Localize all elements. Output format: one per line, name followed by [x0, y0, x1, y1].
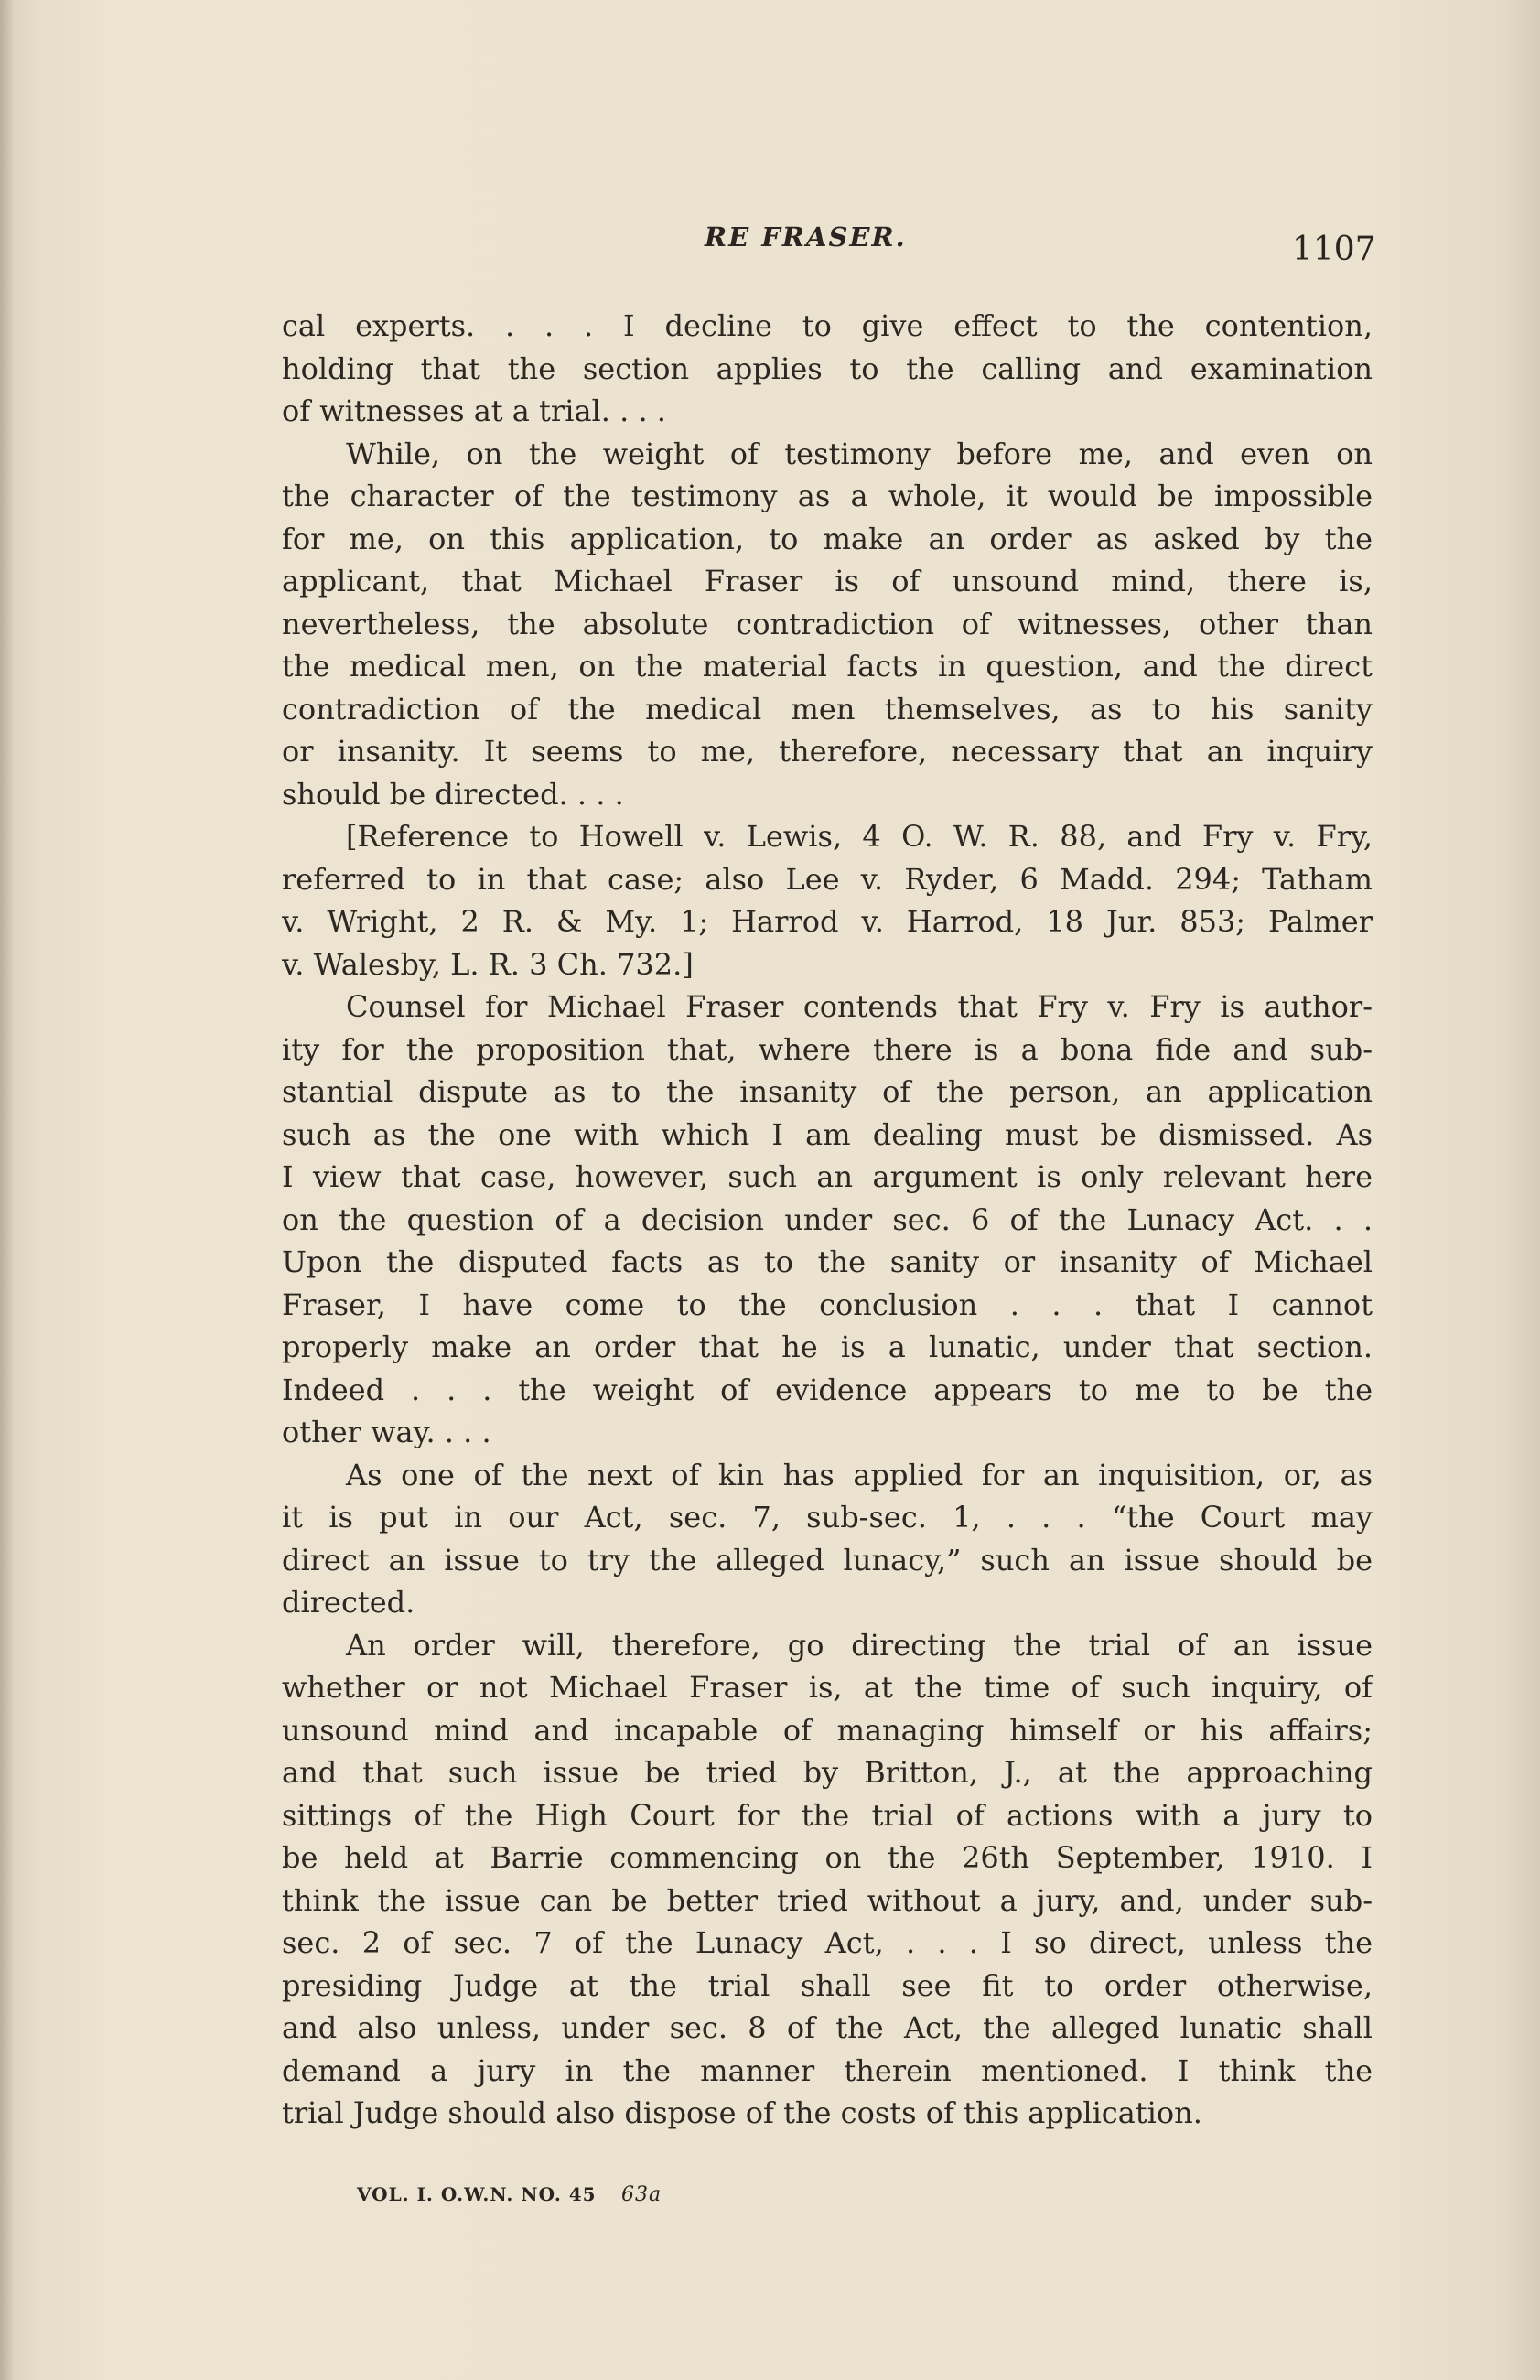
text-line: Fraser, I have come to the conclusion . . . that I cannot [282, 1287, 1373, 1322]
text-line: holding that the section applies to the calling and examination [282, 350, 1373, 386]
page-number: 1107 [1292, 231, 1376, 268]
text-line: the medical men, on the material facts in question, and the direct [282, 649, 1373, 684]
text-line: ity for the proposition that, where there is a bona fide and sub- [282, 1031, 1373, 1067]
text-line: of witnesses at a trial. . . . [282, 393, 666, 428]
text-line: and that such issue be tried by Britton, J., at the approaching [282, 1755, 1373, 1790]
text-line: directed. [282, 1585, 415, 1620]
text-line: v. Walesby, L. R. 3 Ch. 732.] [282, 946, 694, 982]
text-line: it is put in our Act, sec. 7, sub-sec. 1, . . . “the Court may [282, 1500, 1373, 1535]
footer-signature: VOL. I. O.W.N. NO. 45 [357, 2183, 597, 2205]
text-line: nevertheless, the absolute contradiction of witnesses, other than [282, 606, 1373, 641]
text-line: [Reference to Howell v. Lewis, 4 O. W. R. 88, and Fry v. Fry, [346, 819, 1373, 854]
text-line: demand a jury in the manner therein mentioned. I think the [282, 2052, 1373, 2088]
text-line: think the issue can be better tried without a jury, and, under sub- [282, 1882, 1373, 1918]
text-line: I view that case, however, such an argument is only relevant here [282, 1159, 1373, 1194]
text-line: referred to in that case; also Lee v. Ryder, 6 Madd. 294; Tatham [282, 861, 1373, 897]
footer-sheet-mark: 63a [620, 2183, 662, 2206]
text-line: sec. 2 of sec. 7 of the Lunacy Act, . . . I so direct, unless the [282, 1925, 1373, 1960]
text-line: direct an issue to try the alleged lunacy,” such an issue should be [282, 1542, 1373, 1578]
text-line: sittings of the High Court for the trial of actions with a jury to [282, 1797, 1373, 1833]
text-line: applicant, that Michael Fraser is of unsound mind, there is, [282, 564, 1373, 598]
text-line: such as the one with which I am dealing must be dismissed. As [282, 1116, 1373, 1152]
text-line: stantial dispute as to the insanity of the person, an application [282, 1074, 1373, 1109]
body-text [282, 305, 1373, 2135]
text-line: contradiction of the medical men themselves, as to his sanity [282, 691, 1373, 727]
text-line: As one of the next of kin has applied for an inquisition, or, as [346, 1457, 1373, 1492]
text-line: v. Wright, 2 R. & My. 1; Harrod v. Harrod, 18 Jur. 853; Palmer [282, 904, 1373, 939]
text-line: properly make an order that he is a lunatic, under that section. [282, 1330, 1373, 1364]
page-spine-shadow [0, 0, 13, 2380]
text-line: unsound mind and incapable of managing himself or his affairs; [282, 1712, 1373, 1748]
text-line: Indeed . . . the weight of evidence appears to me to be the [282, 1372, 1373, 1407]
text-line: or insanity. It seems to me, therefore, necessary that an inquiry [282, 734, 1373, 769]
text-line: other way. . . . [282, 1415, 491, 1449]
text-line: trial Judge should also dispose of the costs of this application. [282, 2095, 1202, 2130]
text-line: cal experts. . . . I decline to give effect to the contention, [282, 308, 1373, 343]
page-footer [357, 2183, 662, 2206]
running-head-title: RE FRASER. [705, 221, 907, 253]
text-line: whether or not Michael Fraser is, at the time of such inquiry, of [282, 1670, 1373, 1705]
text-line: An order will, therefore, go directing the trial of an issue [346, 1627, 1373, 1663]
text-line: presiding Judge at the trial shall see fit to order otherwise, [282, 1967, 1373, 2003]
text-line: the character of the testimony as a whole, it would be impossible [282, 479, 1373, 513]
text-line: While, on the weight of testimony before me, and even on [346, 436, 1373, 471]
text-line: Upon the disputed facts as to the sanity or insanity of Michael [282, 1244, 1373, 1279]
text-line: and also unless, under sec. 8 of the Act, the alleged lunatic shall [282, 2010, 1373, 2045]
text-line: be held at Barrie commencing on the 26th September, 1910. I [282, 1840, 1373, 1875]
text-line: Counsel for Michael Fraser contends that Fry v. Fry is author- [346, 989, 1373, 1024]
text-line: on the question of a decision under sec. 6 of the Lunacy Act. . . [282, 1201, 1373, 1237]
text-line: should be directed. . . . [282, 776, 624, 812]
text-line: for me, on this application, to make an order as asked by the [282, 521, 1373, 556]
